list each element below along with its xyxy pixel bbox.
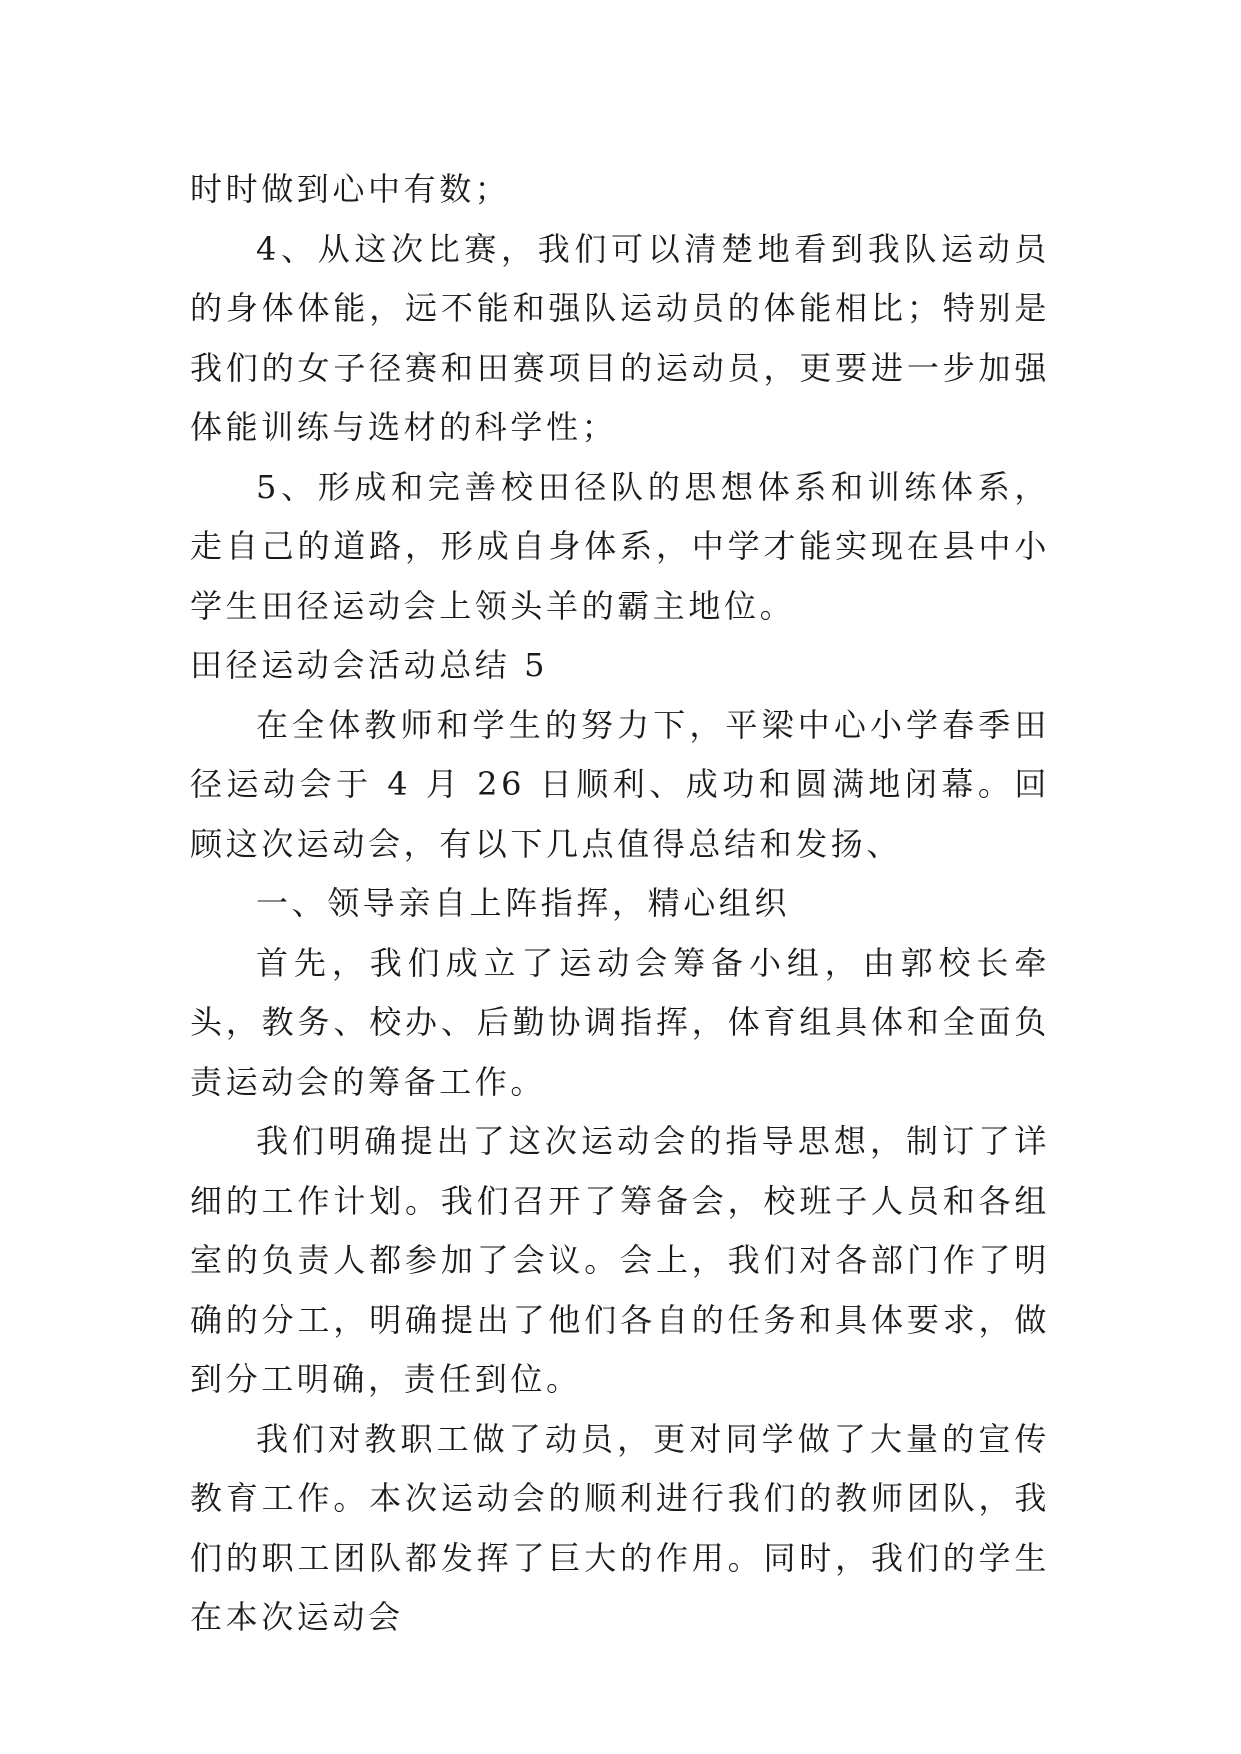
paragraph-6: 我们明确提出了这次运动会的指导思想，制订了详细的工作计划。我们召开了筹备会，校班子人员和各组室的负责人都参加了会议。会上，我们对各部门作了明确的分工，明确提出了他们各自的任务和具体要求，做到分工明确，责任到位。 [190, 1122, 1050, 1398]
paragraph-5: 首先，我们成立了运动会筹备小组，由郭校长牵头，教务、校办、后勤协调指挥，体育组具体和全面负责运动会的筹备工作。 [190, 943, 1050, 1101]
paragraph-1: 时时做到心中有数； [190, 170, 511, 208]
paragraph-3: 5、形成和完善校田径队的思想体系和训练体系，走自己的道路，形成自身体系，中学才能实现在县中小学生田径运动会上领头羊的霸主地位。 [190, 467, 1050, 625]
section-heading: 田径运动会活动总结 5 [190, 646, 549, 684]
paragraph-2: 4、从这次比赛，我们可以清楚地看到我队运动员的身体体能，远不能和强队运动员的体能相比；特别是我们的女子径赛和田赛项目的运动员，更要进一步加强体能训练与选材的科学性； [190, 229, 1050, 446]
paragraph-7: 我们对教职工做了动员，更对同学做了大量的宣传教育工作。本次运动会的顺利进行我们的教师团队，我们的职工团队都发挥了巨大的作用。同时，我们的学生在本次运动会 [190, 1419, 1050, 1636]
document-body [190, 160, 1050, 1648]
subheading: 一、领导亲自上阵指挥，精心组织 [256, 884, 791, 922]
paragraph-4: 在全体教师和学生的努力下，平梁中心小学春季田径运动会于 4 月 26 日顺利、成功和圆满地闭幕。回顾这次运动会，有以下几点值得总结和发扬、 [190, 705, 1050, 863]
